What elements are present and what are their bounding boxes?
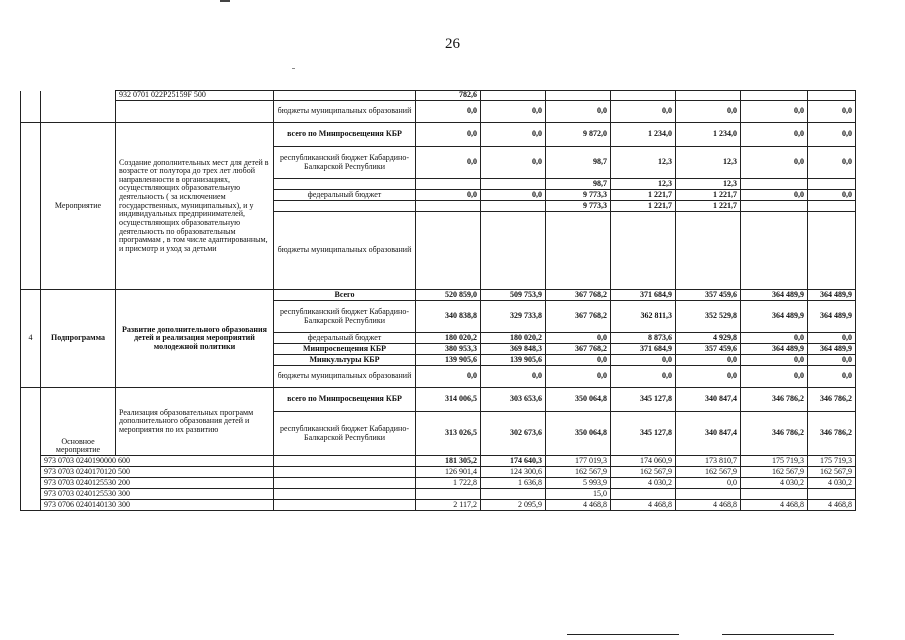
top-edge-mark xyxy=(220,0,230,2)
code-cell: 932 0701 022P25159F 500 xyxy=(116,91,274,101)
table-row: бюджеты муниципальных образований 0,0 0,0 0,0 0,0 0,0 0,0 0,0 xyxy=(21,101,856,123)
number-cell xyxy=(21,388,41,511)
type-cell xyxy=(41,91,116,101)
table-row xyxy=(21,91,856,101)
scan-mark xyxy=(292,68,295,69)
code-cell: 973 0706 0240140130 300 xyxy=(41,500,274,511)
row-type-label: Подпрограмма xyxy=(41,290,116,388)
table-row: республиканский бюджет Кабардино-Балкарской Республики 340 838,8 329 733,8 367 768,2 362 811,3 352 529,8 364 489,9 364 489,9 xyxy=(21,301,856,333)
table-row: республиканский бюджет Кабардино-Балкарской Республики 313 026,5 302 673,6 350 064,8 345 127,8 340 847,4 346 786,2 346 786,2 xyxy=(21,412,856,456)
signature-line xyxy=(567,634,679,635)
table-row: республиканский бюджет Кабардино-Балкарской Республики 0,0 0,0 98,7 12,3 12,3 0,0 0,0 xyxy=(21,147,856,179)
value-cell: 782,6 xyxy=(416,91,481,101)
subprogram-title: Развитие дополнительного образования детей и реализация мероприятий молодежной политики xyxy=(116,290,274,388)
table-row: Основное мероприятие Реализация образовательных программ дополнительного образования детей и мероприятия по их развитию всего по Минпросвещения КБР 314 006,5 303 653,6 350 064,8 345 127,8 340 847,4 346 786,2 346 786,2 xyxy=(21,388,856,412)
table-row: 98,7 12,3 12,3 xyxy=(21,179,856,190)
table-row: федеральный бюджет 180 020,2 180 020,2 0,0 8 873,6 4 929,8 0,0 0,0 xyxy=(21,333,856,344)
source-cell: бюджеты муниципальных образований xyxy=(274,101,416,123)
code-cell: 973 0703 0240125530 300 xyxy=(41,489,274,500)
table-row: 4 Подпрограмма Развитие дополнительного образования детей и реализация мероприятий молодежной политики Всего 520 859,0 509 753,9 367 768,2 371 684,9 357 459,6 364 489,9 364 489,9 xyxy=(21,290,856,301)
budget-table xyxy=(20,90,856,511)
code-cell: 973 0703 0240125530 200 xyxy=(41,478,274,489)
table-row: бюджеты муниципальных образований xyxy=(21,212,856,290)
signature-line xyxy=(722,634,834,635)
measure-description: Создание дополнительных мест для детей в возрасте от полутора до трех лет любой направленности в организациях, осуществляющих образовательную деятельность ( за исключением государственных, муниципальных), и у индивидуальных предпринимателей, осуществляющих образовательную деятельность по образовательным программам , в том числе адаптированным, и присмотр и уход за детьми xyxy=(116,123,274,290)
table-row: федеральный бюджет 0,0 0,0 9 773,3 1 221,7 1 221,7 0,0 0,0 xyxy=(21,190,856,201)
table-row: Мероприятие Создание дополнительных мест для детей в возрасте от полутора до трех лет любой направленности в организациях, осуществляющих образовательную деятельность ( за исключением государственных, муниципальных), и у индивидуальных предпринимателей, осуществляющих образовательную деятельность по образовательным программам , в том числе адаптированным, и присмотр и уход за детьми всего по Минпросвещения КБР 0,0 0,0 9 872,0 1 234,0 1 234,0 0,0 0,0 xyxy=(21,123,856,147)
row-number: 4 xyxy=(21,290,41,388)
table-row: 973 0703 0240125530 200 1 722,8 1 636,8 5 993,9 4 030,2 0,0 4 030,2 4 030,2 xyxy=(21,478,856,489)
table-row: Минпросвещения КБР 380 953,3 369 848,3 367 768,2 371 684,9 357 459,6 364 489,9 364 489,9 xyxy=(21,344,856,355)
table-row: 973 0703 0240170120 500 126 901,4 124 300,6 162 567,9 162 567,9 162 567,9 162 567,9 162 567,9 xyxy=(21,467,856,478)
table-row: 973 0706 0240140130 300 2 117,2 2 095,9 4 468,8 4 468,8 4 468,8 4 468,8 4 468,8 xyxy=(21,500,856,511)
table-row: Минкультуры КБР 139 905,6 139 905,6 0,0 0,0 0,0 0,0 0,0 xyxy=(21,355,856,366)
table-row: 973 0703 0240125530 300 15,0 xyxy=(21,489,856,500)
number-cell xyxy=(21,123,41,290)
code-cell: 973 0703 0240170120 500 xyxy=(41,467,274,478)
code-cell: 973 0703 0240190000 600 xyxy=(41,456,274,467)
number-cell xyxy=(21,91,41,101)
page-number: 26 xyxy=(445,36,460,52)
main-measure-title: Реализация образовательных программ дополнительного образования детей и мероприятия по их развитию xyxy=(116,388,274,456)
row-type-label: Основное мероприятие xyxy=(41,388,116,456)
table-row: бюджеты муниципальных образований 0,0 0,0 0,0 0,0 0,0 0,0 0,0 xyxy=(21,366,856,388)
table-row: 9 773,3 1 221,7 1 221,7 xyxy=(21,201,856,212)
table-row: 973 0703 0240190000 600 181 305,2 174 640,3 177 019,3 174 060,9 173 810,7 175 719,3 175 719,3 xyxy=(21,456,856,467)
row-type-label: Мероприятие xyxy=(41,123,116,290)
